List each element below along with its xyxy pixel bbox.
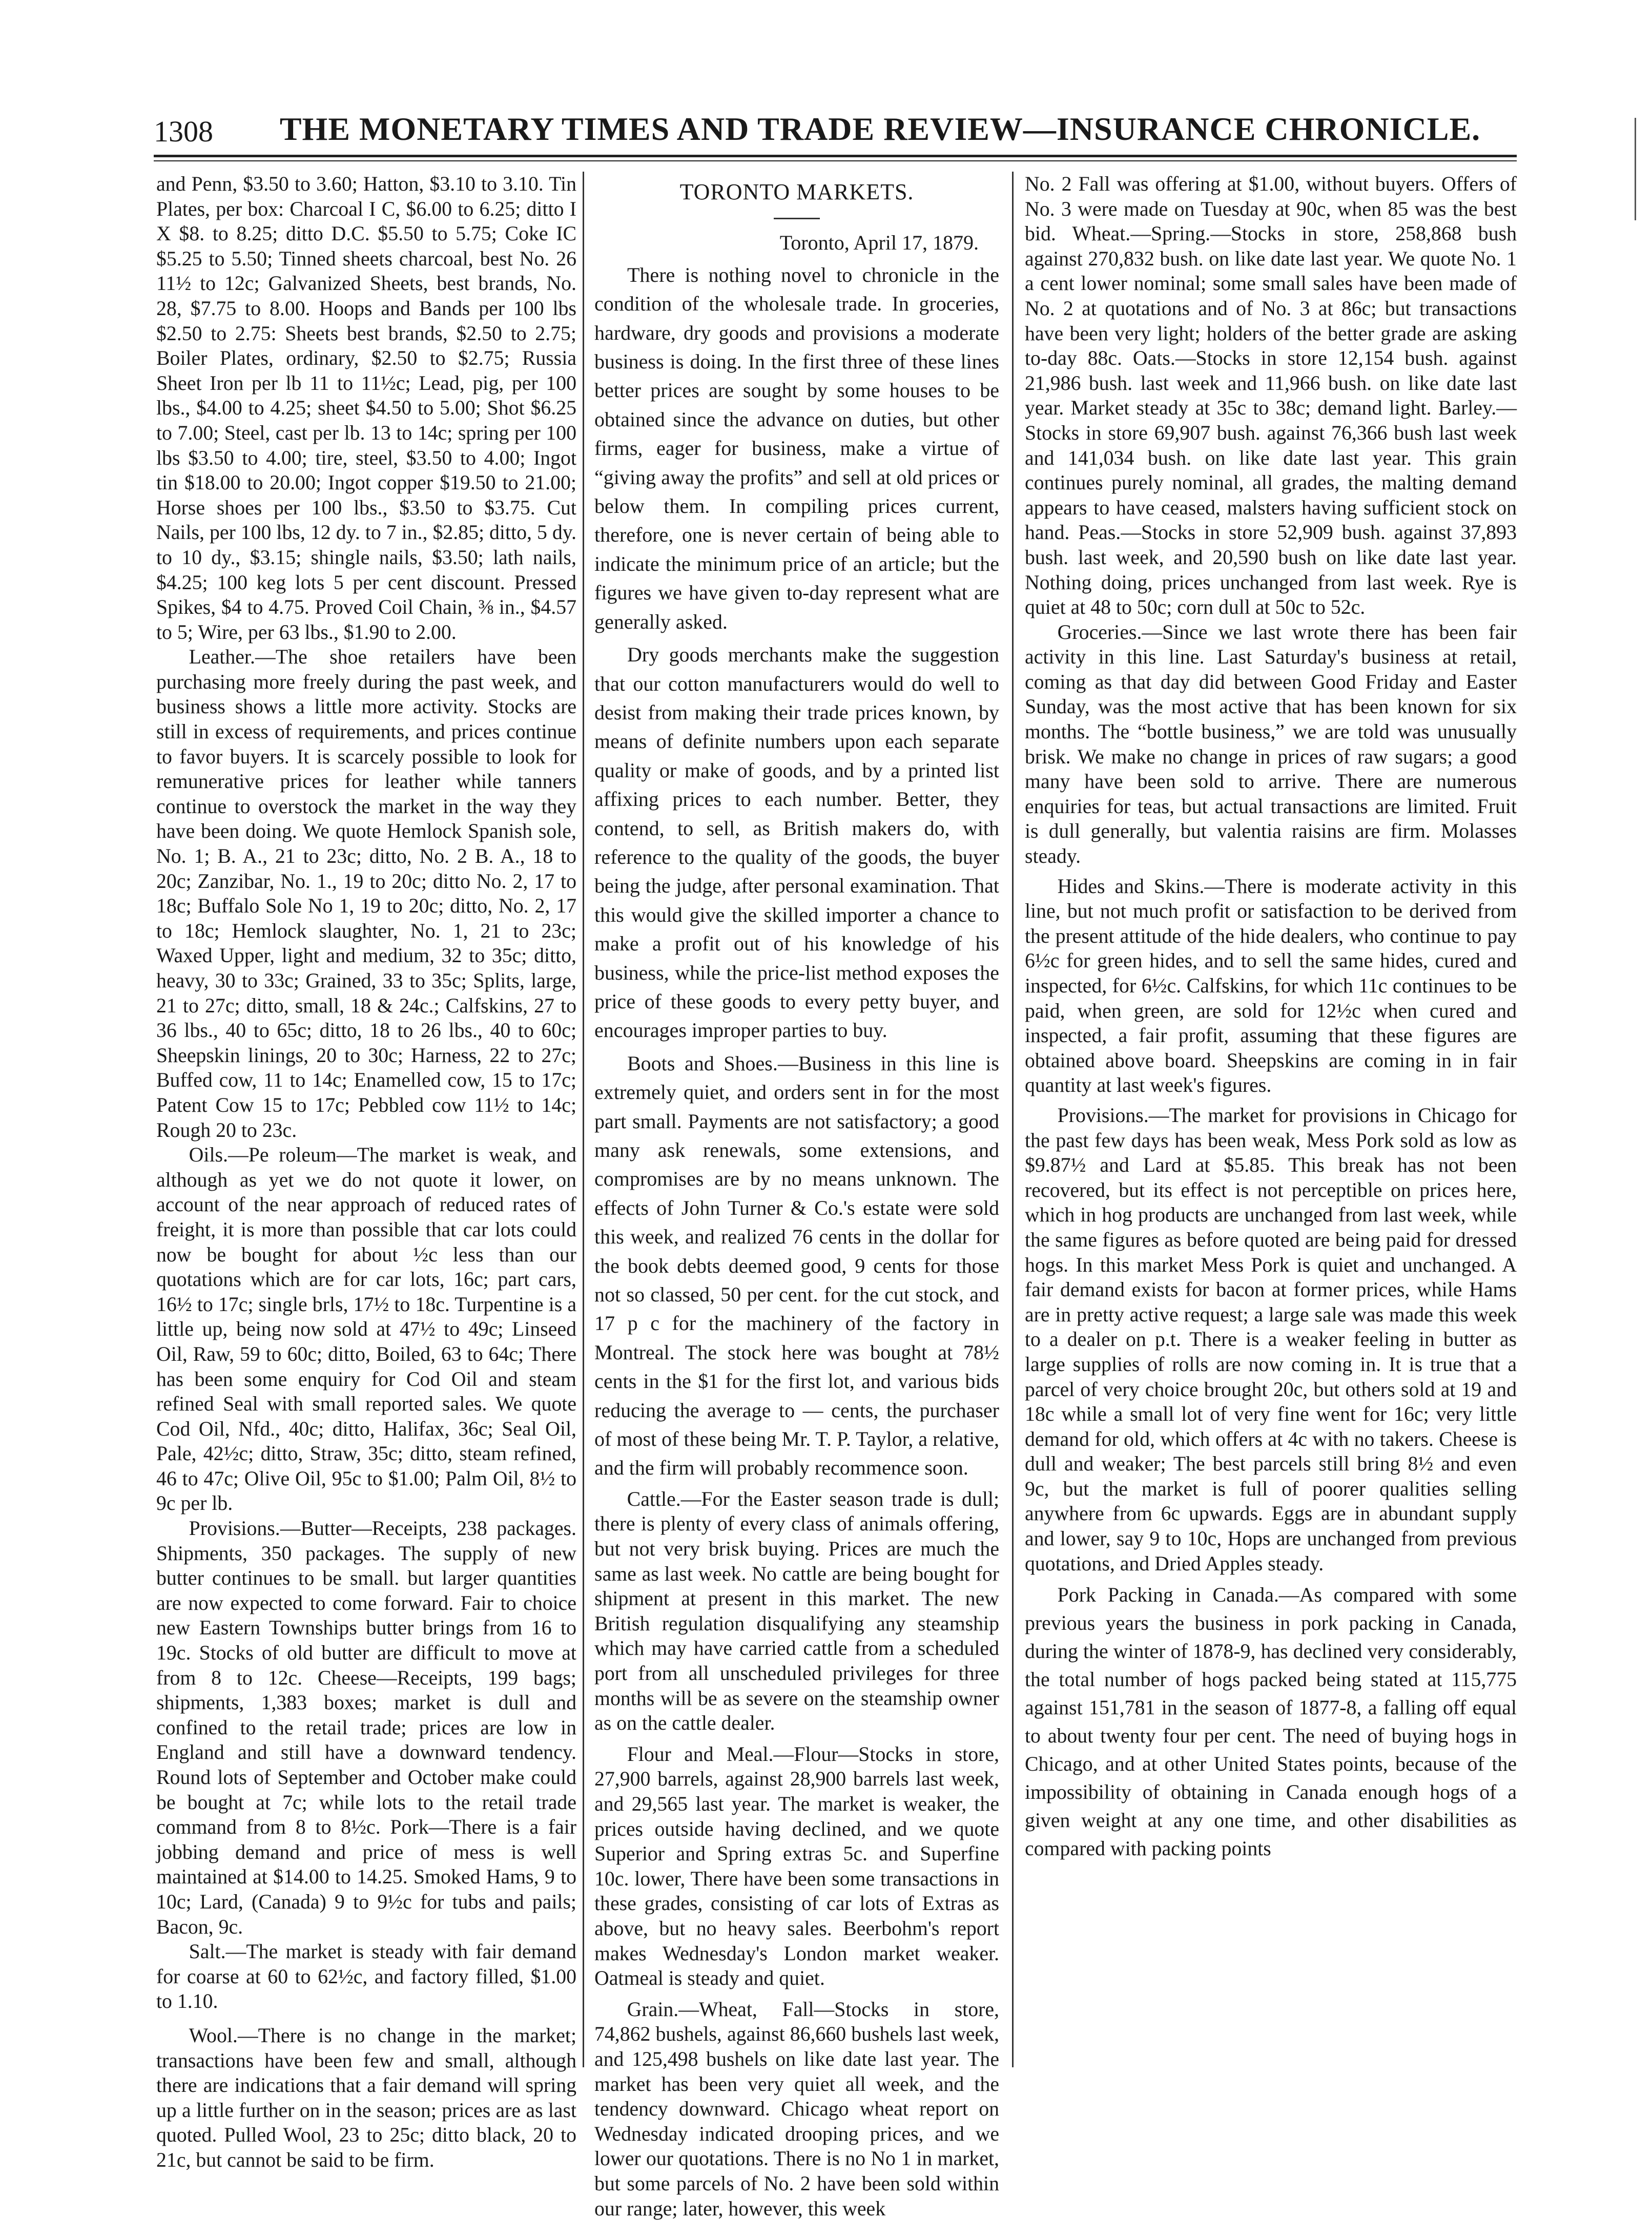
column-divider-2 bbox=[1012, 172, 1014, 2067]
page-number: 1308 bbox=[154, 115, 213, 148]
dry-goods-paragraph: Dry goods merchants make the suggestion that our cotton manufacturers would do well to desist from making their trade prices known, by means of definite numbers upon each separate quality or make of goods, and by a printed list affixing prices to each number. Better, they contend, to sell, as British makers do, with reference to the quality of the goods, the buyer being the judge, after personal examination. That this would give the skilled importer a chance to make a profit out of his knowledge of his business, while the price-list method exposes the price of these goods to every petty buyer, and encourages improper parties to buy. bbox=[594, 643, 999, 1042]
grain-section-continued: No. 2 Fall was offering at $1.00, without buyers. Offers of No. 3 were made on Tuesday at 90c, when 85 was the best bid. Wheat.—Spring.—Stocks in store, 258,868 bush against 270,832 bush. on like date last year. We quote No. 1 a cent lower nominal; some small sales have been made of No. 2 at quotations and of No. 3 at 86c; but transactions have been very light; holders of the better grade are asking to-day 88c. Oats.—Stocks in store 12,154 bush. against 21,986 bush. last week and 11,966 bush. on like date last year. Market steady at 35c to 38c; demand light. Barley.—Stocks in store 69,907 bush. against 76,366 bush last week and 141,034 bush. on like date last year. This grain continues purely nominal, all grades, the malting demand appears to have ceased, malsters having sufficient stock on hand. Peas.—Stocks in store 52,909 bush. against 37,893 bush. last week, and 20,590 bush on like date last year. Nothing doing, prices unchanged from last week. Rye is quiet at 48 to 50c; corn dull at 50c to 52c. bbox=[1025, 173, 1517, 619]
provisions-section-toronto: Provisions.—The market for provisions in Chicago for the past few days has been weak, Mess Pork sold as low as $9.87½ and Lard at $5.85. This break has not been recovered, but its effect is not perceptible on prices here, which in hog products are unchanged from last week, while the same figures as before quoted are being paid for dressed hogs. In this market Mess Pork is quiet and unchanged. A fair demand exists for bacon at former prices, while Hams are in pretty active request; a large sale was made this week to a dealer on p.t. There is a weaker feeling in butter as large supplies of rolls are now coming in. It is true that a parcel of very choice brought 20c, but others sold at 19 and 18c while a small lot of very fine went for 16c; very little demand for old, which offers at 4c with no takers. Cheese is dull and weaker; The best parcels still bring 8½ and even 9c, but the market is full of poorer qualities selling anywhere from 6c upwards. Eggs are in abundant supply and lower, say 9 to 10c, Hops are unchanged from previous quotations, and Dried Apples steady. bbox=[1025, 1104, 1517, 1575]
provisions-section-montreal: Provisions.—Butter—Receipts, 238 packages. Shipments, 350 packages. The supply of new butter continues to be small. but larger quantities are now expected to come forward. Fair to choice new Eastern Townships butter brings from 16 to 19c. Stocks of old butter are difficult to move at from 8 to 12c. Cheese—Receipts, 199 bags; shipments, 1,383 boxes; market is dull and confined to the retail trade; prices are low in England and still have a downward tendency. Round lots of September and October make could be bought at 7c; while lots to the retail trade command from 8 to 8½c. Pork—There is a fair jobbing demand and price of mess is well maintained at $14.00 to 14.25. Smoked Hams, 9 to 10c; Lard, (Canada) 9 to 9½c for tubs and pails; Bacon, 9c. bbox=[156, 1517, 576, 1938]
column-divider-1 bbox=[583, 172, 584, 2067]
header-rule-thin bbox=[154, 160, 1517, 161]
section-heading-toronto-markets: TORONTO MARKETS. bbox=[679, 179, 914, 204]
leather-section: Leather.—The shoe retailers have been purchasing more freely during the past week, and business shows a little more activity. Stocks are still in excess of requirements, and prices continue to favor buyers. It is scarcely possible to look for remunerative prices for leather while tanners continue to overstock the market in the way they have been doing. We quote Hemlock Spanish sole, No. 1; B. A., 21 to 23c; ditto, No. 2 B. A., 18 to 20c; Zanzibar, No. 1., 19 to 20c; ditto No. 2, 17 to 18c; Buffalo Sole No 1, 19 to 20c; ditto, No. 2, 17 to 18c; Hemlock slaughter, No. 1, 21 to 23c; Waxed Upper, light and medium, 32 to 35c; ditto, heavy, 30 to 33c; Grained, 33 to 35c; Splits, large, 21 to 27c; ditto, small, 18 & 24c.; Calfskins, 27 to 36 lbs., 40 to 65c; ditto, 18 to 26 lbs., 40 to 60c; Sheepskin linings, 20 to 30c; Harness, 22 to 27c; Buffed cow, 11 to 14c; Enamelled cow, 15 to 17c; Patent Cow 15 to 17c; Pebbled cow 11½ to 14c; Rough 20 to 23c. bbox=[156, 646, 576, 1141]
hardware-prices-continued: and Penn, $3.50 to 3.60; Hatton, $3.10 to 3.10. Tin Plates, per box: Charcoal I C, $6.00 to 6.25; ditto I X $8. to 8.25; ditto D.C. $5.50 to 5.75; Coke IC $5.25 to 5.50; Tinned sheets charcoal, best No. 26 11½ to 12c; Galvanized Sheets, best brands, No. 28, $7.75 to 8.00. Hoops and Bands per 100 lbs $2.50 to 2.75: Sheets best brands, $2.50 to 2.75; Boiler Plates, ordinary, $2.50 to $2.75; Russia Sheet Iron per lb 11 to 11½c; Lead, pig, per 100 lbs., $4.00 to 4.25; sheet $4.50 to 5.00; Shot $6.25 to 7.00; Steel, cast per lb. 13 to 14c; spring per 100 lbs $3.50 to 4.00; tire, steel, $3.50 to 4.00; Ingot tin $18.00 to 20.00; Ingot copper $19.50 to 21.00; Horse shoes per 100 lbs., $3.50 to $3.75. Cut Nails, per 100 lbs, 12 dy. to 7 in., $2.85; ditto, 5 dy. to 10 dy., $3.15; shingle nails, $3.50; lath nails, $4.25; 100 keg lots 5 per cent discount. Pressed Spikes, $4 to 4.75. Proved Coil Chain, ⅜ in., $4.57 to 5; Wire, per 63 lbs., $1.90 to 2.00. bbox=[156, 173, 576, 644]
column-1 bbox=[156, 172, 576, 2171]
column-2 bbox=[594, 172, 999, 2220]
heading-dash bbox=[774, 218, 820, 219]
flour-and-meal-section: Flour and Meal.—Flour—Stocks in store, 27,900 barrels, against 28,900 barrels last week, and 29,565 last year. The market is weaker, the prices outside having declined, and we quote Superior and Spring extras 5c. and Superfine 10c. lower, There have been some transactions in these grades, consisting of car lots of Extras as above, but no heavy sales. Beerbohm's report makes Wednesday's London market weaker. Oatmeal is steady and quiet. bbox=[594, 1742, 999, 1990]
dateline: Toronto, April 17, 1879. bbox=[779, 231, 979, 255]
header-rule-thick bbox=[154, 155, 1517, 157]
salt-section: Salt.—The market is steady with fair demand for coarse at 60 to 62½c, and factory filled, $1.00 to 1.10. bbox=[156, 1940, 576, 2013]
oils-section: Oils.—Pe roleum—The market is weak, and although as yet we do not quote it lower, on account of the near approach of reduced rates of freight, it is more than possible that car lots could now be bought for about ½c less than our quotations which are for car lots, 16c; part cars, 16½ to 17c; single brls, 17½ to 18c. Turpentine is a little up, being now sold at 47½ to 49c; Linseed Oil, Raw, 59 to 60c; ditto, Boiled, 63 to 64c; There has been some enquiry for Cod Oil and steam refined Seal with small reported sales. We quote Cod Oil, Nfd., 40c; ditto, Halifax, 36c; Seal Oil, Pale, 42½c; ditto, Straw, 35c; ditto, steam refined, 46 to 47c; Olive Oil, 95c to $1.00; Palm Oil, 8½ to 9c per lb. bbox=[156, 1144, 576, 1515]
grain-section: Grain.—Wheat, Fall—Stocks in store, 74,862 bushels, against 86,660 bushels last week, and 125,498 bushels on like date last year. The market has been very quiet all week, and the tendency downward. Chicago wheat report on Wednesday indicated drooping prices, and we lower our quotations. There is no No 1 in market, but some parcels of No. 2 have been sold within our range; later, however, this week bbox=[594, 1998, 999, 2220]
page-title: THE MONETARY TIMES AND TRADE REVIEW—INSURANCE CHRONICLE. bbox=[279, 111, 1481, 147]
page-header bbox=[154, 110, 1517, 156]
cattle-section: Cattle.—For the Easter season trade is dull; there is plenty of every class of animals offering, but not very brisk buying. Prices are much the same as last week. No cattle are being bought for shipment at present in this market. The new British regulation disqualifying any steamship which may have carried cattle from a scheduled port from all unscheduled privileges for three months will be as severe on the steamship owner as on the cattle dealer. bbox=[594, 1487, 999, 1735]
hides-and-skins-section: Hides and Skins.—There is moderate activity in this line, but not much profit or satisfaction to be derived from the present attitude of the hide dealers, who continue to pay 6½c for green hides, and to sell the same hides, cured and inspected, for 6½c. Calfskins, for which 11c continues to be paid, when green, are sold for 12½c when cured and inspected, a fair profit, assuming that these figures are obtained above board. Sheepskins are coming in in fair quantity at last week's figures. bbox=[1025, 875, 1517, 1097]
column-3 bbox=[1025, 172, 1517, 2062]
pork-packing-section: Pork Packing in Canada.—As compared with some previous years the business in pork packing in Canada, during the winter of 1878-9, has declined very considerably, the total number of hogs packed being stated at 115,775 against 151,781 in the season of 1877-8, a falling off equal to about twenty four per cent. The need of buying hogs in Chicago, and at other United States points, because of the impossibility of obtaining in Canada enough hogs of a given weight at any one time, and other disabilities as compared with packing points bbox=[1025, 1584, 1517, 1860]
intro-paragraph: There is nothing novel to chronicle in the condition of the wholesale trade. In groceries, hardware, dry goods and provisions a moderate business is doing. In the first three of these lines better prices are sought by some houses to be obtained since the advance on duties, but other firms, eager for business, make a virtue of “giving away the profits” and sell at old prices or below them. In compiling prices current, therefore, one is never certain of being able to indicate the minimum price of an article; but the figures we have given to-day represent what are generally asked. bbox=[594, 263, 999, 633]
page-edge-mark bbox=[1635, 118, 1636, 220]
boots-and-shoes-section: Boots and Shoes.—Business in this line is extremely quiet, and orders sent in for the most part small. Payments are not satisfactory; a good many ask renewals, some extensions, and compromises are by no means unknown. The effects of John Turner & Co.'s estate were sold this week, and realized 76 cents in the dollar for the book debts deemed good, 9 cents for those not so classed, 50 per cent. for the cut stock, and 17 p c for the machinery of the factory in Montreal. The stock here was bought at 78½ cents in the $1 for the first lot, and various bids reducing the average to — cents, the purchaser of most of these being Mr. T. P. Taylor, a relative, and the firm will probably recommence soon. bbox=[594, 1051, 999, 1480]
wool-section: Wool.—There is no change in the market; transactions have been few and small, although there are indications that a fair demand will spring up a little further on in the season; prices are as last quoted. Pulled Wool, 23 to 25c; ditto black, 20 to 21c, but cannot be said to be firm. bbox=[156, 2024, 576, 2171]
groceries-section: Groceries.—Since we last wrote there has been fair activity in this line. Last Saturday's business at retail, coming as that day did between Good Friday and Easter Sunday, was the most active that has been known for six months. The “bottle business,” we are told was unusually brisk. We make no change in prices of raw sugars; a good many have been sold to arrive. There are numerous enquiries for teas, but actual transactions are limited. Fruit is dull generally, but valentia raisins are firm. Molasses steady. bbox=[1025, 620, 1517, 868]
